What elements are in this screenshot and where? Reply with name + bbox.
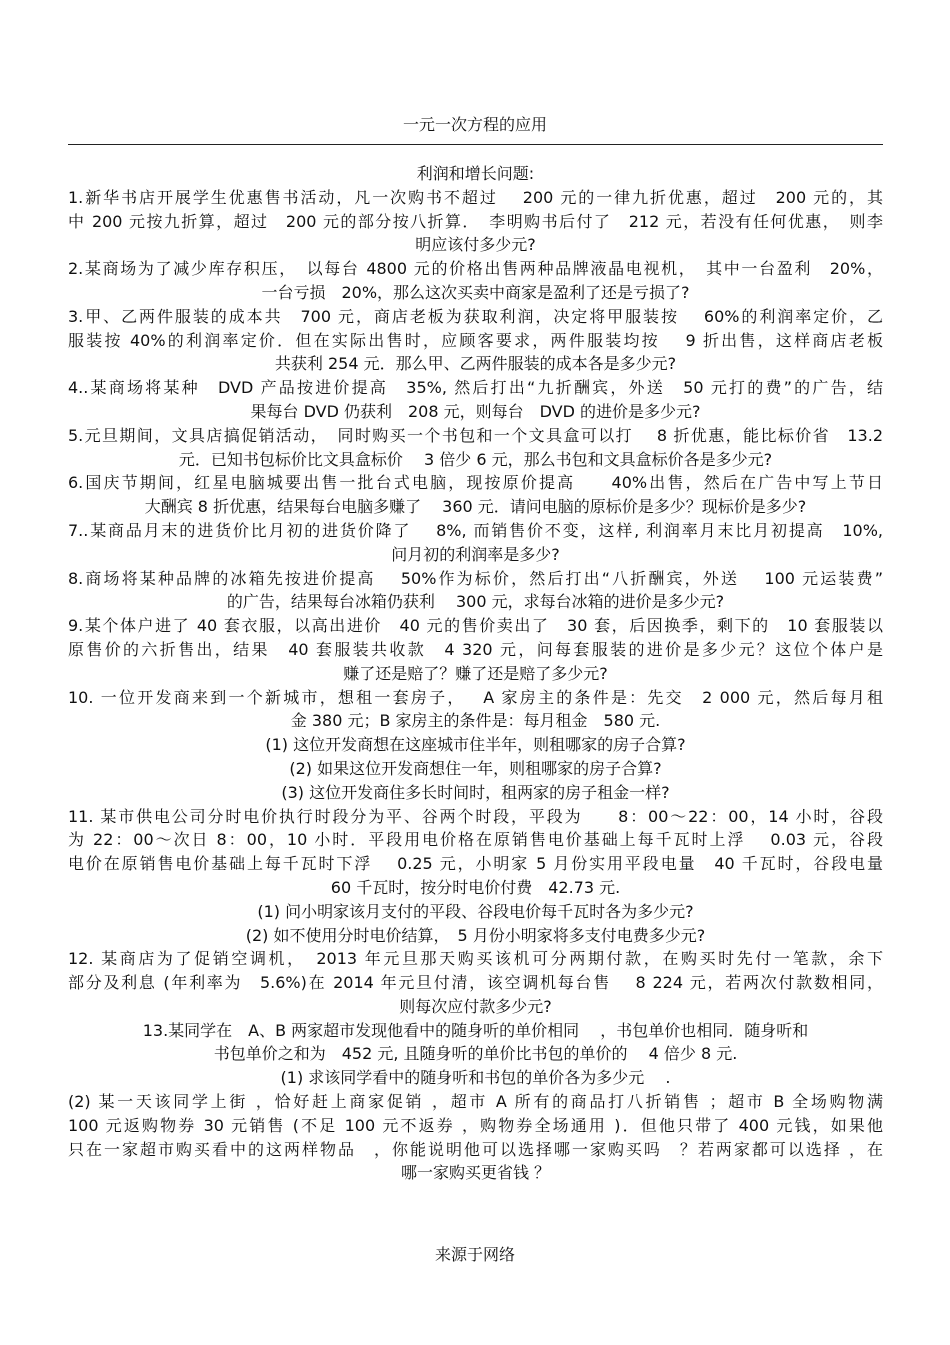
text-line: 8.商场将某种品牌的冰箱先按进价提高 50%作为标价，然后打出“八折酬宾，外送 100 元运装费” bbox=[68, 568, 883, 588]
text-line: (1) 问小明家该月支付的平段、谷段电价每千瓦时各为多少元? bbox=[257, 901, 694, 921]
text-line: 元．已知书包标价比文具盒标价 3 倍少 6 元，那么书包和文具盒标价各是多少元? bbox=[178, 449, 773, 469]
text-line: 3.甲、乙两件服装的成本共 700 元，商店老板为获取利润，决定将甲服装按 60%的利润率定价，乙 bbox=[68, 306, 883, 326]
text-line: 60 千瓦时，按分时电价付费 42.73 元. bbox=[330, 877, 621, 897]
text-line: 12. 某商店为了促销空调机， 2013 年元旦那天购买该机可分两期付款，在购买时先付一笔款，余下 bbox=[68, 949, 883, 969]
text-line: 大酬宾 8 折优惠，结果每台电脑多赚了 360 元．请问电脑的原标价是多少？现标价是多少? bbox=[144, 497, 807, 517]
text-line: (3) 这位开发商住多长时间时，租两家的房子租金一样? bbox=[281, 782, 670, 802]
text-line: (1) 这位开发商想在这座城市住半年，则租哪家的房子合算? bbox=[265, 735, 686, 755]
text-line: 13.某同学在 A、B 两家超市发现他看中的随身听的单价相同 ，书包单价也相同．随身听和 bbox=[142, 1020, 809, 1040]
text-line: 11. 某市供电公司分时电价执行时段分为平、谷两个时段，平段为 8：00～22：00，14 小时，谷段 bbox=[68, 806, 883, 826]
text-line: (2) 某一天该同学上街 ，恰好赶上商家促销 ，超市 A 所有的商品打八折销售 ；超市 B 全场购物满 bbox=[68, 1092, 883, 1112]
text-line: 明应该付多少元? bbox=[415, 235, 536, 255]
text-line: 共获利 254 元．那么甲、乙两件服装的成本各是多少元? bbox=[274, 354, 677, 374]
text-line: 7..某商品月末的进货价比月初的进货价降了 8%, 而销售价不变，这样, 利润率月末比月初提高 10%, bbox=[68, 520, 883, 540]
text-line: 9.某个体户进了 40 套衣服，以高出进价 40 元的售价卖出了 30 套，后因换季，剩下的 10 套服装以 bbox=[68, 616, 883, 636]
text-line: (2) 如不使用分时电价结算， 5 月份小明家将多支付电费多少元? bbox=[245, 925, 706, 945]
text-line: 问月初的利润率是多少? bbox=[391, 544, 560, 564]
text-line: 赚了还是赔了？赚了还是赔了多少元? bbox=[343, 663, 608, 683]
text-line: 哪一家购买更省钱 ？ bbox=[400, 1163, 551, 1183]
text-line: 5.元旦期间，文具店搞促销活动， 同时购买一个书包和一个文具盒可以打 8 折优惠，能比标价省 13.2 bbox=[68, 425, 883, 445]
text-line: 只在一家超市购买看中的这两样物品 ，你能说明他可以选择哪一家购买吗 ？若两家都可以选择 ，在 bbox=[68, 1139, 883, 1159]
text-line: 一台亏损 20%，那么这次买卖中商家是盈利了还是亏损了? bbox=[261, 282, 690, 302]
text-line: 的广告，结果每台冰箱仍获利 300 元，求每台冰箱的进价是多少元? bbox=[226, 592, 725, 612]
text-line: 服装按 40%的利润率定价．但在实际出售时，应顾客要求，两件服装均按 9 折出售，这样商店老板 bbox=[68, 330, 883, 350]
text-line: 中 200 元按九折算，超过 200 元的部分按八折算． 李明购书后付了 212 元，若没有任何优惠， 则李 bbox=[68, 211, 883, 231]
text-line: (1) 求该同学看中的随身听和书包的单价各为多少元 . bbox=[280, 1068, 671, 1088]
text-line: 则每次应付款多少元? bbox=[399, 996, 552, 1016]
document-footer: 来源于网络 bbox=[434, 1245, 515, 1264]
text-line: 部分及利息 (年利率为 5.6%)在 2014 年元旦付清，该空调机每台售 8 224 元，若两次付款数相同， bbox=[68, 973, 883, 993]
text-line: 利润和增长问题: bbox=[416, 164, 535, 183]
text-line: 2.某商场为了减少库存积压， 以每台 4800 元的价格出售两种品牌液晶电视机， 其中一台盈利 20%， bbox=[68, 259, 883, 279]
text-line: 10. 一位开发商来到一个新城市，想租一套房子， A 家房主的条件是：先交 2 000 元，然后每月租 bbox=[68, 687, 883, 707]
title-divider bbox=[68, 144, 883, 145]
text-line: 为 22：00～次日 8：00，10 小时．平段用电价格在原销售电价基础上每千瓦时上浮 0.03 元，谷段 bbox=[68, 830, 883, 850]
text-line: 4..某商场将某种 DVD 产品按进价提高 35%, 然后打出“九折酬宾，外送 50 元打的费”的广告，结 bbox=[68, 378, 883, 398]
document-title: 一元一次方程的应用 bbox=[402, 115, 547, 134]
text-line: (2) 如果这位开发商想住一年，则租哪家的房子合算? bbox=[289, 758, 662, 778]
text-line: 6.国庆节期间，红星电脑城要出售一批台式电脑，现按原价提高 40%出售，然后在广告中写上节日 bbox=[68, 473, 883, 493]
text-line: 果每台 DVD 仍获利 208 元，则每台 DVD 的进价是多少元? bbox=[250, 401, 701, 421]
text-line: 1.新华书店开展学生优惠售书活动，凡一次购书不超过 200 元的一律九折优惠，超过 200 元的，其 bbox=[68, 187, 883, 207]
document-body bbox=[68, 162, 883, 1185]
text-line: 金 380 元；B 家房主的条件是：每月租金 580 元. bbox=[290, 711, 661, 731]
text-line: 电价在原销售电价基础上每千瓦时下浮 0.25 元，小明家 5 月份实用平段电量 40 千瓦时，谷段电量 bbox=[68, 854, 883, 874]
text-line: 原售价的六折售出，结果 40 套服装共收款 4 320 元，问每套服装的进价是多少元？这位个体户是 bbox=[68, 639, 883, 659]
text-line: 书包单价之和为 452 元, 且随身听的单价比书包的单价的 4 倍少 8 元. bbox=[213, 1044, 738, 1064]
text-line: 100 元返购物券 30 元销售 (不足 100 元不返券 ，购物券全场通用 )．但他只带了 400 元钱，如果他 bbox=[68, 1115, 883, 1135]
